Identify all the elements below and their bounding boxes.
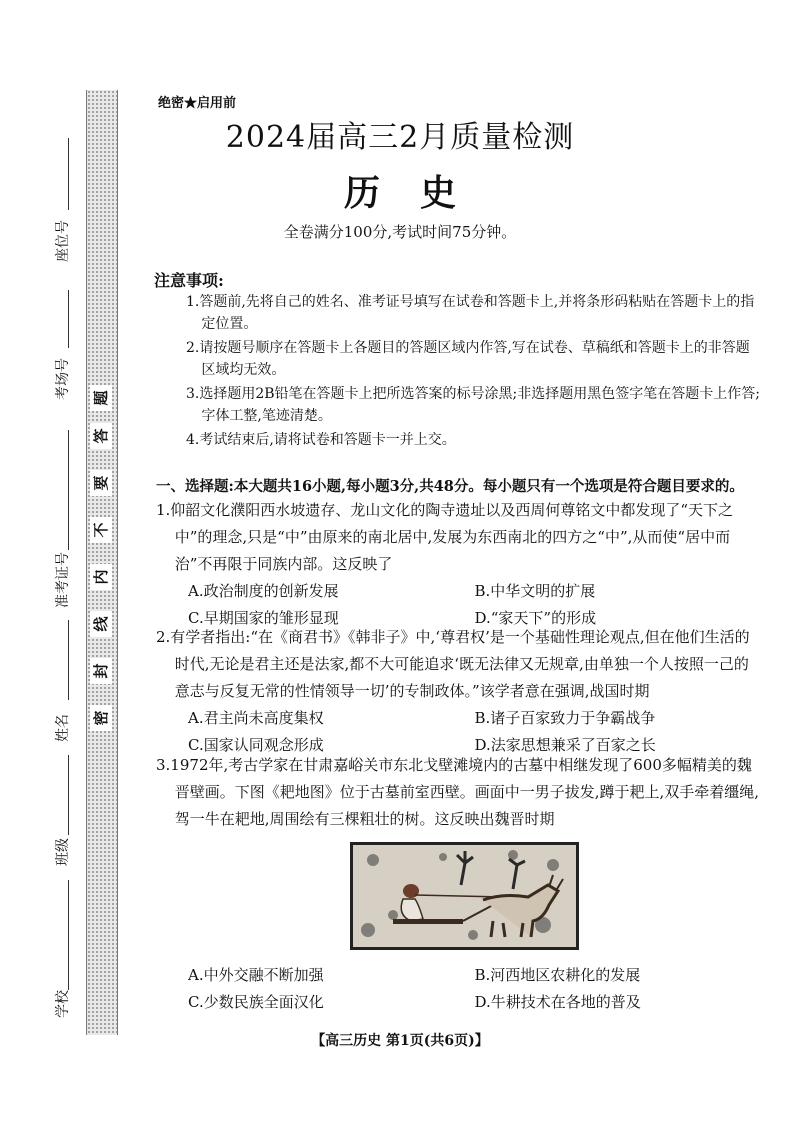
option-c: C.少数民族全面汉化: [188, 993, 324, 1011]
notice-item: 2.请按题号顺序在答题卡上各题目的答题区域内作答,写在试卷、草稿纸和答题卡上的非答题区域均无效。: [186, 340, 750, 378]
name-line: [68, 620, 69, 700]
school-line: [68, 880, 69, 990]
seal-word: 封: [90, 658, 112, 684]
option-d: D.牛耕技术在各地的普及: [474, 993, 641, 1011]
exam-title: 2024届高三2月质量检测: [225, 120, 575, 155]
question-3: [156, 752, 761, 833]
notice-heading: 注意事项:: [154, 271, 224, 290]
subject-title: 历史: [343, 172, 496, 214]
exam-info: 全卷满分100分,考试时间75分钟。: [283, 223, 517, 241]
notice-item: 4.考试结束后,请将试卷和答题卡一并上交。: [186, 432, 456, 448]
question-stem: 3.1972年,考古学家在甘肃嘉峪关市东北戈壁滩境内的古墓中相继发现了600多幅精美的魏晋壁画。下图《耙地图》位于古墓前室西壁。画面中一男子拔发,蹲于耙上,双手牵着缰绳,驾一牛在耙地,周围绘有三棵粗壮的树。这反映出魏晋时期: [156, 756, 760, 828]
seal-word: 题: [90, 385, 112, 411]
option-b: B.中华文明的扩展: [474, 582, 596, 600]
option-d: D.“家天下”的形成: [474, 609, 597, 627]
seal-word: 内: [90, 564, 112, 590]
ticket-line: [68, 430, 69, 550]
question-stem: 2.有学者指出:“在《商君书》《韩非子》中,‘尊君权’是一个基础性理论观点,但在他们生活的时代,无论是君主还是法家,都不大可能追求‘既无法律又无规章,由单独一个人按照一己的意志与反复无常的性情领导一切’的专制政体。”该学者意在强调,战国时期: [156, 628, 750, 700]
seal-word: 线: [90, 611, 112, 637]
question-stem: 1.仰韶文化濮阳西水坡遗存、龙山文化的陶寺遗址以及西周何尊铭文中都发现了“天下之中”的理念,只是“中”由原来的南北居中,发展为东西南北的四方之“中”,从而使“居中而治”不再限于同族内部。这反映了: [156, 501, 733, 573]
notice-item: 1.答题前,先将自己的姓名、准考证号填写在试卷和答题卡上,并将条形码粘贴在答题卡上的指定位置。: [186, 294, 755, 332]
room-line: [68, 290, 69, 348]
notice-list: [186, 291, 761, 451]
option-a: A.君主尚未高度集权: [188, 709, 324, 727]
option-d: D.法家思想兼采了百家之长: [474, 736, 656, 754]
school-label: 学校: [55, 990, 71, 1018]
secret-mark: 绝密★启用前: [158, 96, 237, 111]
option-a: A.政治制度的创新发展: [188, 582, 339, 600]
option-c: C.早期国家的雏形显现: [188, 609, 339, 627]
question-2: [156, 624, 761, 759]
section-heading: 一、选择题:本大题共16小题,每小题3分,共48分。每小题只有一个选项是符合题目要求的。: [156, 478, 744, 495]
ticket-label: 准考证号: [55, 552, 71, 608]
seat-label: 座位号: [55, 220, 71, 262]
question-1: [156, 497, 761, 632]
class-label: 班级: [55, 838, 71, 866]
seal-word: 不: [90, 517, 112, 543]
seal-word: 答: [90, 423, 112, 449]
option-c: C.国家认同观念形成: [188, 736, 324, 754]
mural-drawing: [353, 845, 576, 947]
question-options: [156, 705, 761, 759]
seal-word: 要: [90, 470, 112, 496]
option-b: B.诸子百家致力于争霸战争: [474, 709, 656, 727]
notice-item: 3.选择题用2B铅笔在答题卡上把所选答案的标号涂黑;非选择题用黑色签字笔在答题卡上作答;字体工整,笔迹清楚。: [186, 386, 760, 424]
option-b: B.河西地区农耕化的发展: [474, 966, 641, 984]
option-a: A.中外交融不断加强: [188, 966, 324, 984]
name-label: 姓名: [55, 714, 71, 742]
question-options: [156, 962, 761, 1016]
room-label: 考场号: [55, 358, 71, 400]
class-line: [68, 755, 69, 835]
harrowing-mural-image: [350, 842, 579, 950]
question-3-options: [156, 962, 761, 1016]
page-footer: 【高三历史 第1页(共6页)】: [311, 1033, 489, 1049]
seal-word: 密: [90, 705, 112, 731]
